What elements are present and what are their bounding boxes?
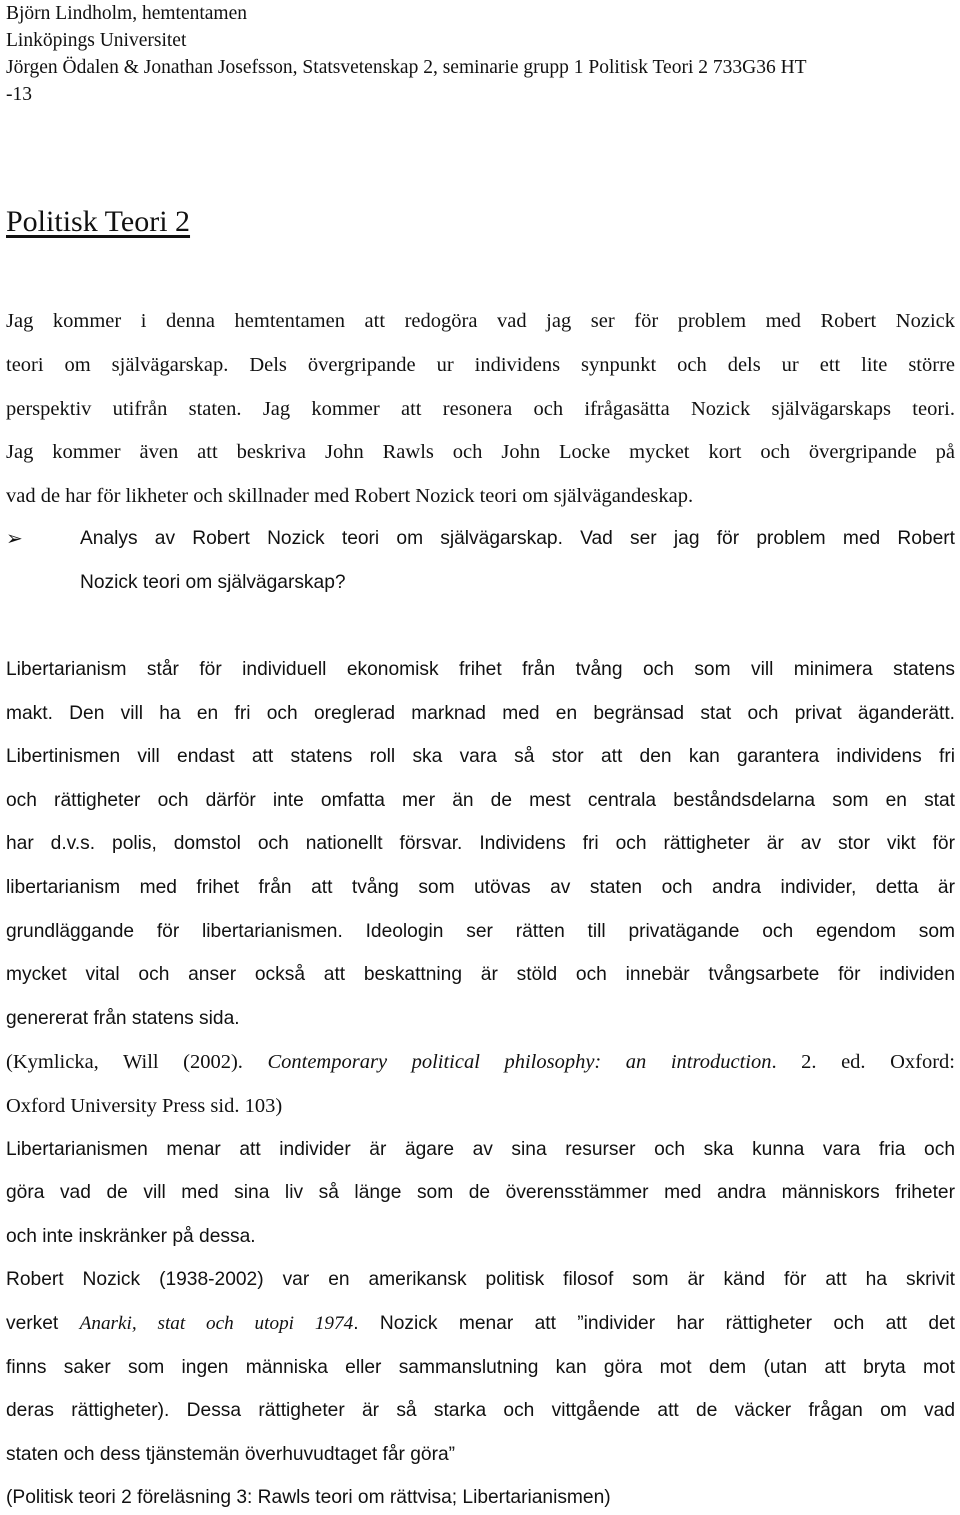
intro-line: vad de har för likheter och skillnader med Robert Nozick teori om självägandeskap.	[6, 485, 694, 507]
arrow-bullet-icon: ➢	[6, 528, 23, 550]
body-line: Libertinismen vill endast att statens roll ska vara så stor att den kan garantera individens fri	[6, 746, 955, 767]
body-text: verket	[6, 1313, 80, 1334]
body-line: har d.v.s. polis, domstol och nationellt försvar. Individens fri och rättigheter är av stor vikt för	[6, 833, 955, 854]
citation-edition: . 2. ed. Oxford:	[771, 1051, 955, 1073]
body-line: staten och dess tjänstemän överhuvudtaget får göra”	[6, 1444, 456, 1465]
intro-line: teori om självägarskap. Dels övergripande ur individens synpunkt och dels ur ett lite större	[6, 354, 955, 376]
citation-line: (Politisk teori 2 föreläsning 3: Rawls teori om rättvisa; Libertarianismen)	[6, 1487, 611, 1508]
bullet-line: Nozick teori om självägarskap?	[80, 572, 346, 593]
course-line: Jörgen Ödalen & Jonathan Josefsson, Statsvetenskap 2, seminarie grupp 1 Politisk Teori 2 733G36 HT	[6, 57, 807, 78]
body-line: finns saker som ingen människa eller sammanslutning kan göra mot dem (utan att bryta mot	[6, 1357, 955, 1378]
intro-line: Jag kommer även att beskriva John Rawls och John Locke mycket kort och övergripande på	[6, 441, 955, 463]
term-line: -13	[6, 84, 32, 105]
body-line: och inte inskränker på dessa.	[6, 1226, 256, 1247]
intro-line: perspektiv utifrån staten. Jag kommer att resonera och ifrågasätta Nozick självägarskaps teori.	[6, 398, 955, 420]
bullet-line: Analys av Robert Nozick teori om självägarskap. Vad ser jag för problem med Robert	[80, 528, 955, 549]
document-header	[6, 0, 958, 108]
body-line: mycket vital och anser också att beskattning är stöld och innebär tvångsarbete för individen	[6, 964, 955, 985]
intro-line: Jag kommer i denna hemtentamen att redogöra vad jag ser för problem med Robert Nozick	[6, 310, 955, 332]
page-title: Politisk Teori 2	[6, 205, 191, 238]
citation-book-title: Contemporary political philosophy: an introduction	[267, 1051, 772, 1073]
body-line: libertarianism med frihet från att tvång som utövas av staten och andra individer, detta är	[6, 877, 955, 898]
body-line: makt. Den vill ha en fri och oreglerad marknad med en begränsad stat och privat äganderätt.	[6, 703, 955, 724]
body-line: grundläggande för libertarianismen. Ideologin ser rätten till privatägande och egendom som	[6, 921, 955, 942]
body-line: Libertarianism står för individuell ekonomisk frihet från tvång och som vill minimera statens	[6, 659, 955, 680]
body-line: genererat från statens sida.	[6, 1008, 240, 1029]
body-line: Libertarianismen menar att individer är ägare av sina resurser och ska kunna vara fria och	[6, 1139, 955, 1160]
body-line: göra vad de vill med sina liv så länge som de överensstämmer med andra människors friheter	[6, 1182, 955, 1203]
body-line	[6, 1309, 955, 1339]
author-line: Björn Lindholm, hemtentamen	[6, 3, 247, 24]
body-line: Robert Nozick (1938-2002) var en amerikansk politisk filosof som är känd för att ha skrivit	[6, 1269, 955, 1290]
citation-line: Oxford University Press sid. 103)	[6, 1095, 283, 1117]
body-line: deras rättigheter). Dessa rättigheter är så starka och vittgående att de väcker frågan om vad	[6, 1400, 955, 1421]
citation-line	[6, 1047, 955, 1077]
body-line: och rättigheter och därför inte omfatta mer än de mest centrala beståndsdelarna som en stat	[6, 790, 955, 811]
citation-author: (Kymlicka, Will (2002).	[6, 1051, 268, 1073]
book-title: Anarki, stat och utopi 1974	[79, 1313, 354, 1334]
body-text: . Nozick menar att ”individer har rättigheter och att det	[353, 1313, 955, 1334]
university-line: Linköpings Universitet	[6, 30, 187, 51]
